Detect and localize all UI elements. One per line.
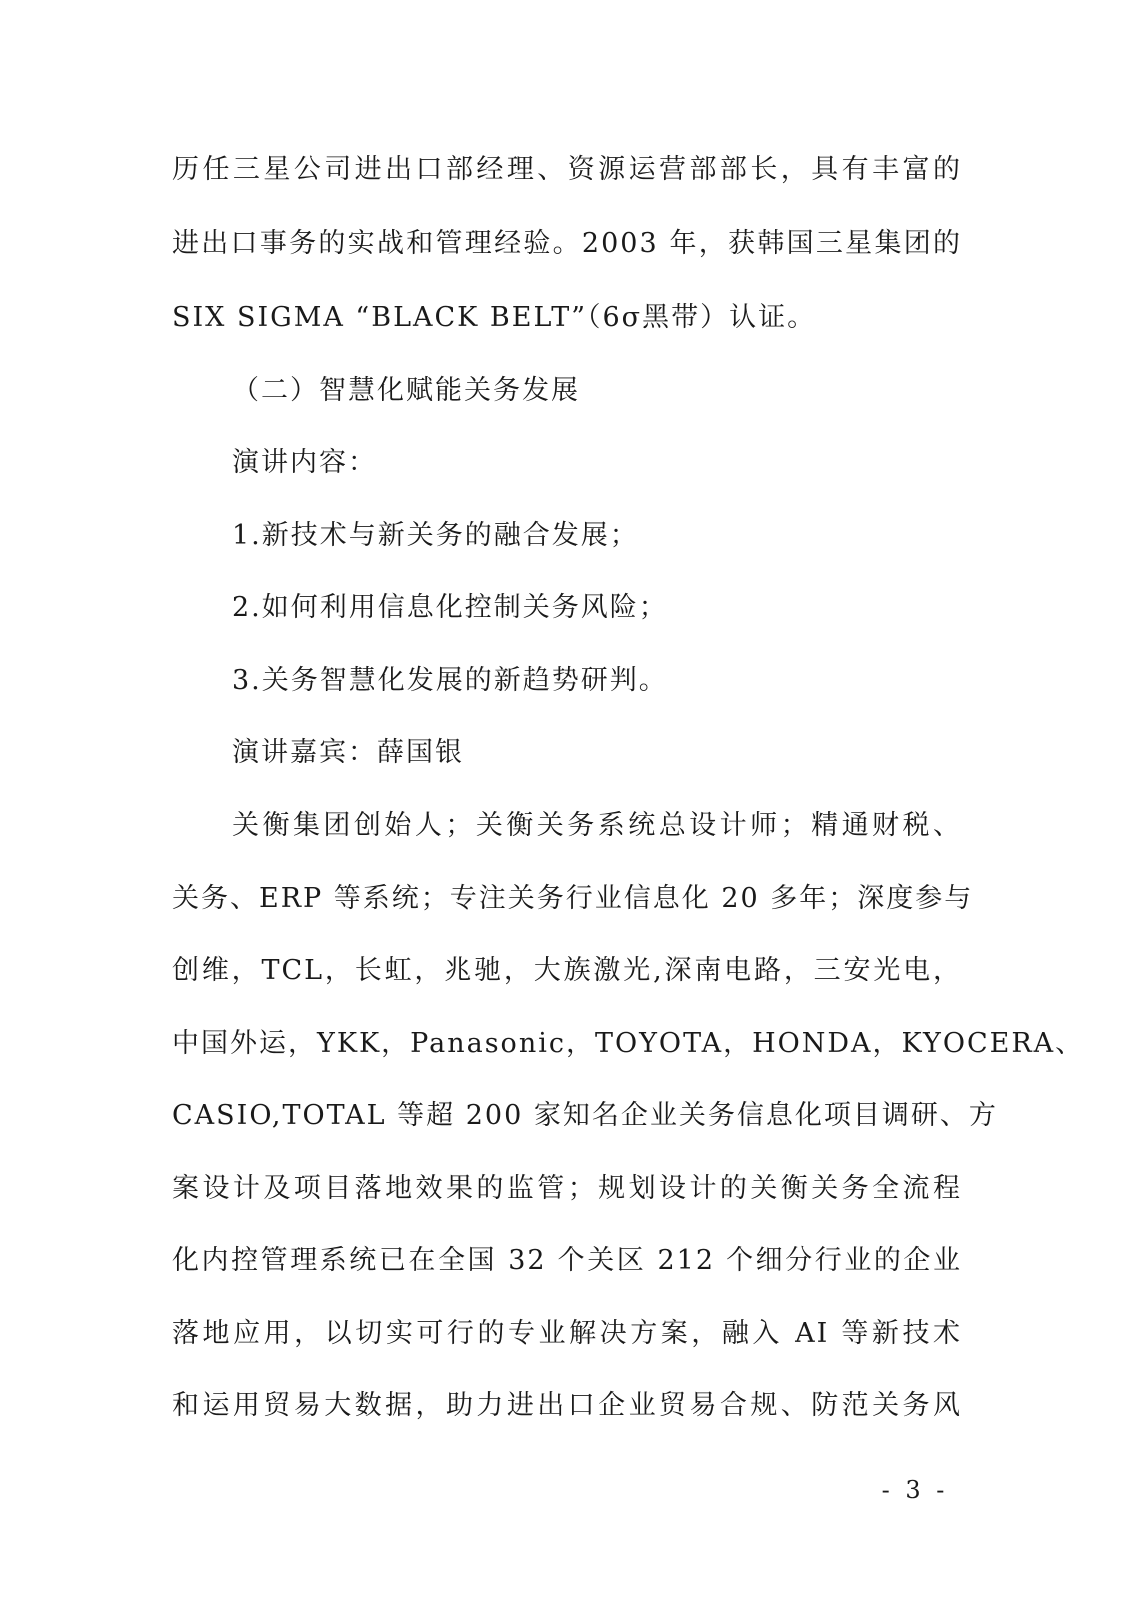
paragraph-line: SIX SIGMA “BLACK BELT”（6σ黑带）认证。 bbox=[172, 302, 817, 333]
paragraph-line: 创维，TCL，长虹，兆驰，大族激光,深南电路，三安光电， bbox=[172, 955, 962, 986]
speaker-label: 演讲嘉宾：薛国银 bbox=[232, 737, 464, 768]
paragraph-line: 化内控管理系统已在全国 32 个关区 212 个细分行业的企业 bbox=[172, 1245, 962, 1276]
list-item: 2.如何利用信息化控制关务风险； bbox=[232, 592, 668, 623]
speech-content-label: 演讲内容： bbox=[232, 447, 377, 478]
list-item: 1.新技术与新关务的融合发展； bbox=[232, 520, 639, 551]
paragraph-line: 案设计及项目落地效果的监管；规划设计的关衡关务全流程 bbox=[172, 1173, 962, 1204]
paragraph-line: 历任三星公司进出口部经理、资源运营部部长，具有丰富的 bbox=[172, 154, 962, 185]
paragraph-line: 落地应用，以切实可行的专业解决方案，融入 AI 等新技术 bbox=[172, 1318, 962, 1349]
page-number: - 3 - bbox=[881, 1476, 949, 1504]
paragraph-line: 进出口事务的实战和管理经验。2003 年，获韩国三星集团的 bbox=[172, 228, 962, 259]
paragraph-line: 中国外运，YKK，Panasonic，TOYOTA，HONDA，KYOCERA、 bbox=[172, 1028, 1085, 1059]
section-heading: （二）智慧化赋能关务发展 bbox=[232, 375, 580, 406]
paragraph-line: 关务、ERP 等系统；专注关务行业信息化 20 多年；深度参与 bbox=[172, 883, 974, 914]
paragraph-line: 和运用贸易大数据，助力进出口企业贸易合规、防范关务风 bbox=[172, 1390, 962, 1421]
paragraph-line: 关衡集团创始人；关衡关务系统总设计师；精通财税、 bbox=[232, 810, 962, 841]
paragraph-line: CASIO,TOTAL 等超 200 家知名企业关务信息化项目调研、方 bbox=[172, 1100, 998, 1131]
list-item: 3.关务智慧化发展的新趋势研判。 bbox=[232, 665, 668, 696]
